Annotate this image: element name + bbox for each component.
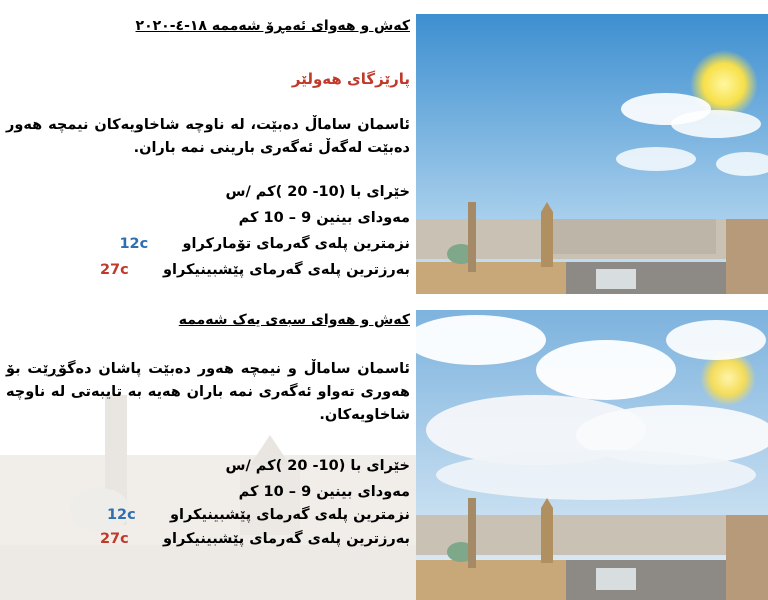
today-description: ئاسمان ساماڵ دەبێت، لە ناوچە شاخاویەکان نیمچە هەور دەبێت لەگەڵ ئەگەری بارینی نمە باران.	[6, 117, 410, 156]
tomorrow-heading: کەش و هەوای سبەی یەک شەممە	[178, 312, 410, 328]
today-max-value: 27c	[99, 262, 129, 278]
city-name: پارێزگای هەولێر	[291, 70, 410, 88]
today-max-label: بەرزترین پلەی گەرمای پێشبینیکراو	[163, 262, 410, 278]
today-max-temp	[100, 262, 410, 278]
tomorrow-weather-photo	[416, 310, 768, 600]
tomorrow-min-label: نزمترین پلەی گەرمای پێشبینیکراو	[170, 507, 410, 523]
tomorrow-max-temp	[100, 531, 410, 547]
today-visibility: مەودای بینین 9 – 10 کم	[238, 210, 410, 226]
tomorrow-visibility: مەودای بینین 9 – 10 کم	[238, 484, 410, 500]
today-min-temp	[119, 236, 410, 252]
tomorrow-min-value: 12c	[106, 507, 136, 523]
tomorrow-max-label: بەرزترین پلەی گەرمای پێشبینیکراو	[163, 531, 410, 547]
tomorrow-min-temp	[107, 507, 410, 523]
tomorrow-max-value: 27c	[99, 531, 129, 547]
tomorrow-wind: خێرای با (10- 20 )کم /س	[225, 458, 410, 474]
tomorrow-description: ئاسمان ساماڵ و نیمچە هەور دەبێت پاشان دەگۆڕێت بۆ هەوری تەواو ئەگەری نمە باران هەیە بە تایبەتی لە ناوچە شاخاویەکان.	[6, 361, 410, 423]
today-min-label: نزمترین پلەی گەرمای تۆمارکراو	[182, 236, 410, 252]
today-wind: خێرای با (10- 20 )کم /س	[225, 184, 410, 200]
today-weather-photo	[416, 14, 768, 294]
today-min-value: 12c	[119, 236, 149, 252]
today-heading: کەش و هەوای ئەمڕۆ شەممە ١٨-٤-٢٠٢٠	[135, 18, 410, 34]
